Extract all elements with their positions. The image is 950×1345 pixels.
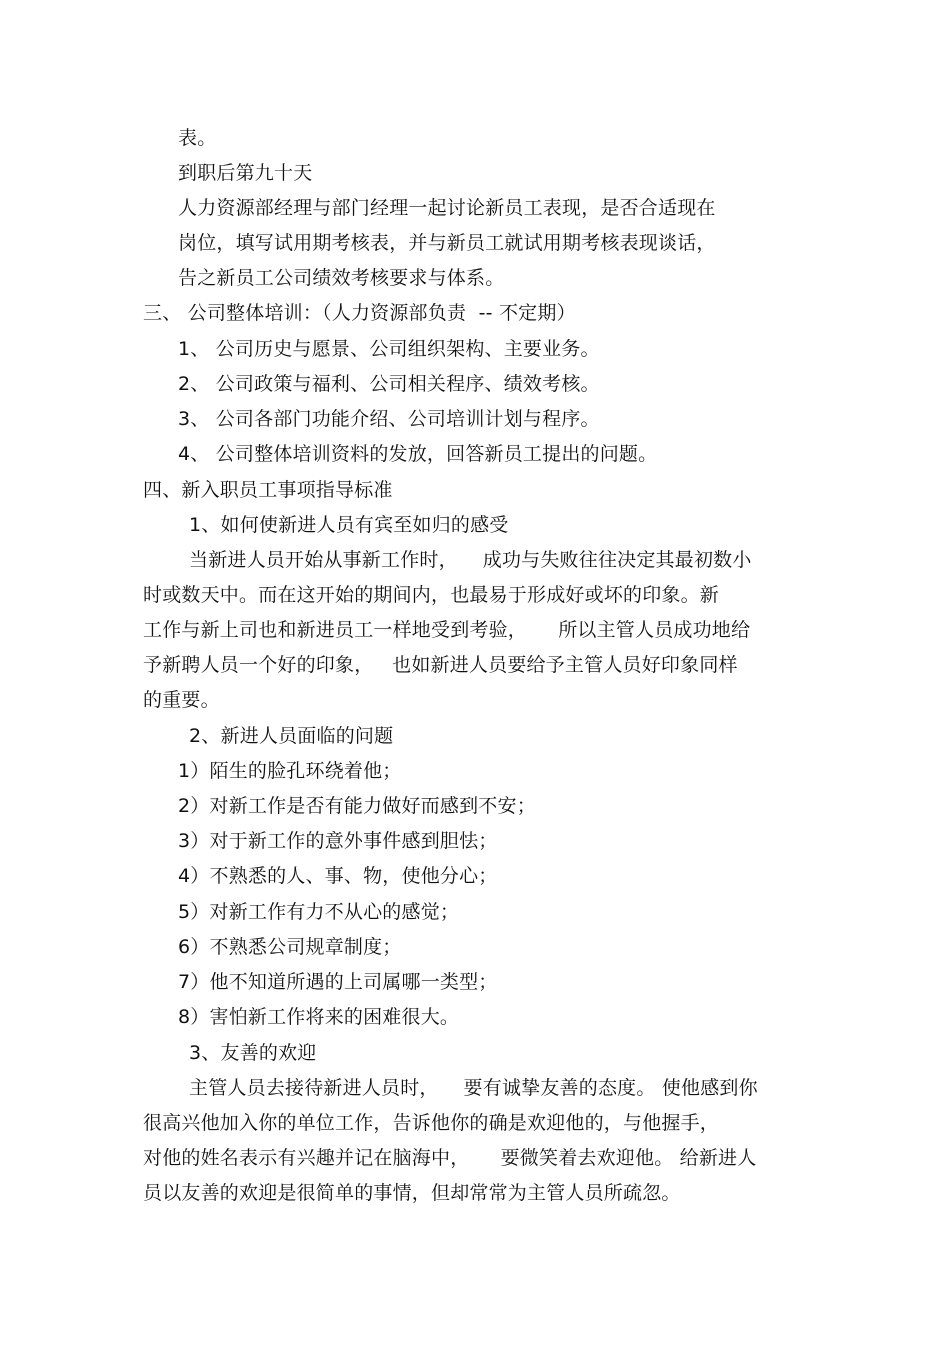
text-line: 主管人员去接待新进人员时， 要有诚挚友善的态度。 使他感到你 (189, 1077, 758, 1099)
list-item: 4）不熟悉的人、事、物，使他分心； (178, 865, 498, 887)
text-line: 工作与新上司也和新进员工一样地受到考验， 所以主管人员成功地给 (143, 619, 751, 641)
text-line: 的重要。 (143, 689, 220, 711)
subsection-heading: 2、新进人员面临的问题 (189, 725, 394, 747)
list-item: 3）对于新工作的意外事件感到胆怯； (178, 830, 498, 852)
list-item: 6）不熟悉公司规章制度； (178, 936, 402, 958)
section-heading: 四、新入职员工事项指导标准 (143, 479, 393, 501)
text-line: 员以友善的欢迎是很简单的事情，但却常常为主管人员所疏忽。 (143, 1182, 681, 1204)
list-item: 1、 公司历史与愿景、公司组织架构、主要业务。 (178, 338, 600, 360)
text-line: 到职后第九十天 (178, 162, 313, 184)
list-item: 2）对新工作是否有能力做好而感到不安； (178, 795, 536, 817)
list-item: 2、 公司政策与福利、公司相关程序、绩效考核。 (178, 373, 600, 395)
text-line: 当新进人员开始从事新工作时， 成功与失败往往决定其最初数小 (189, 549, 752, 571)
text-line: 予新聘人员一个好的印象， 也如新进人员要给予主管人员好印象同样 (143, 654, 738, 676)
section-heading: 三、 公司整体培训：（人力资源部负责 -- 不定期） (143, 302, 576, 324)
list-item: 5）对新工作有力不从心的感觉； (178, 901, 460, 923)
text-line: 很高兴他加入你的单位工作，告诉他你的确是欢迎他的，与他握手， (143, 1112, 720, 1134)
subsection-heading: 1、如何使新进人员有宾至如归的感受 (189, 514, 509, 536)
text-line: 岗位，填写试用期考核表，并与新员工就试用期考核表现谈话， (178, 232, 716, 254)
text-line: 告之新员工公司绩效考核要求与体系。 (178, 267, 505, 289)
text-line: 时或数天中。而在这开始的期间内，也最易于形成好或坏的印象。新 (143, 584, 720, 606)
list-item: 4、 公司整体培训资料的发放，回答新员工提出的问题。 (178, 443, 658, 465)
text-line: 对他的姓名表示有兴趣并记在脑海中， 要微笑着去欢迎他。 给新进人 (143, 1147, 757, 1169)
text-line: 人力资源部经理与部门经理一起讨论新员工表现，是否合适现在 (178, 197, 716, 219)
list-item: 1）陌生的脸孔环绕着他； (178, 760, 402, 782)
list-item: 8）害怕新工作将来的困难很大。 (178, 1006, 460, 1028)
subsection-heading: 3、友善的欢迎 (189, 1042, 317, 1064)
list-item: 3、 公司各部门功能介绍、公司培训计划与程序。 (178, 408, 600, 430)
text-line: 表。 (178, 127, 217, 149)
list-item: 7）他不知道所遇的上司属哪一类型； (178, 971, 498, 993)
